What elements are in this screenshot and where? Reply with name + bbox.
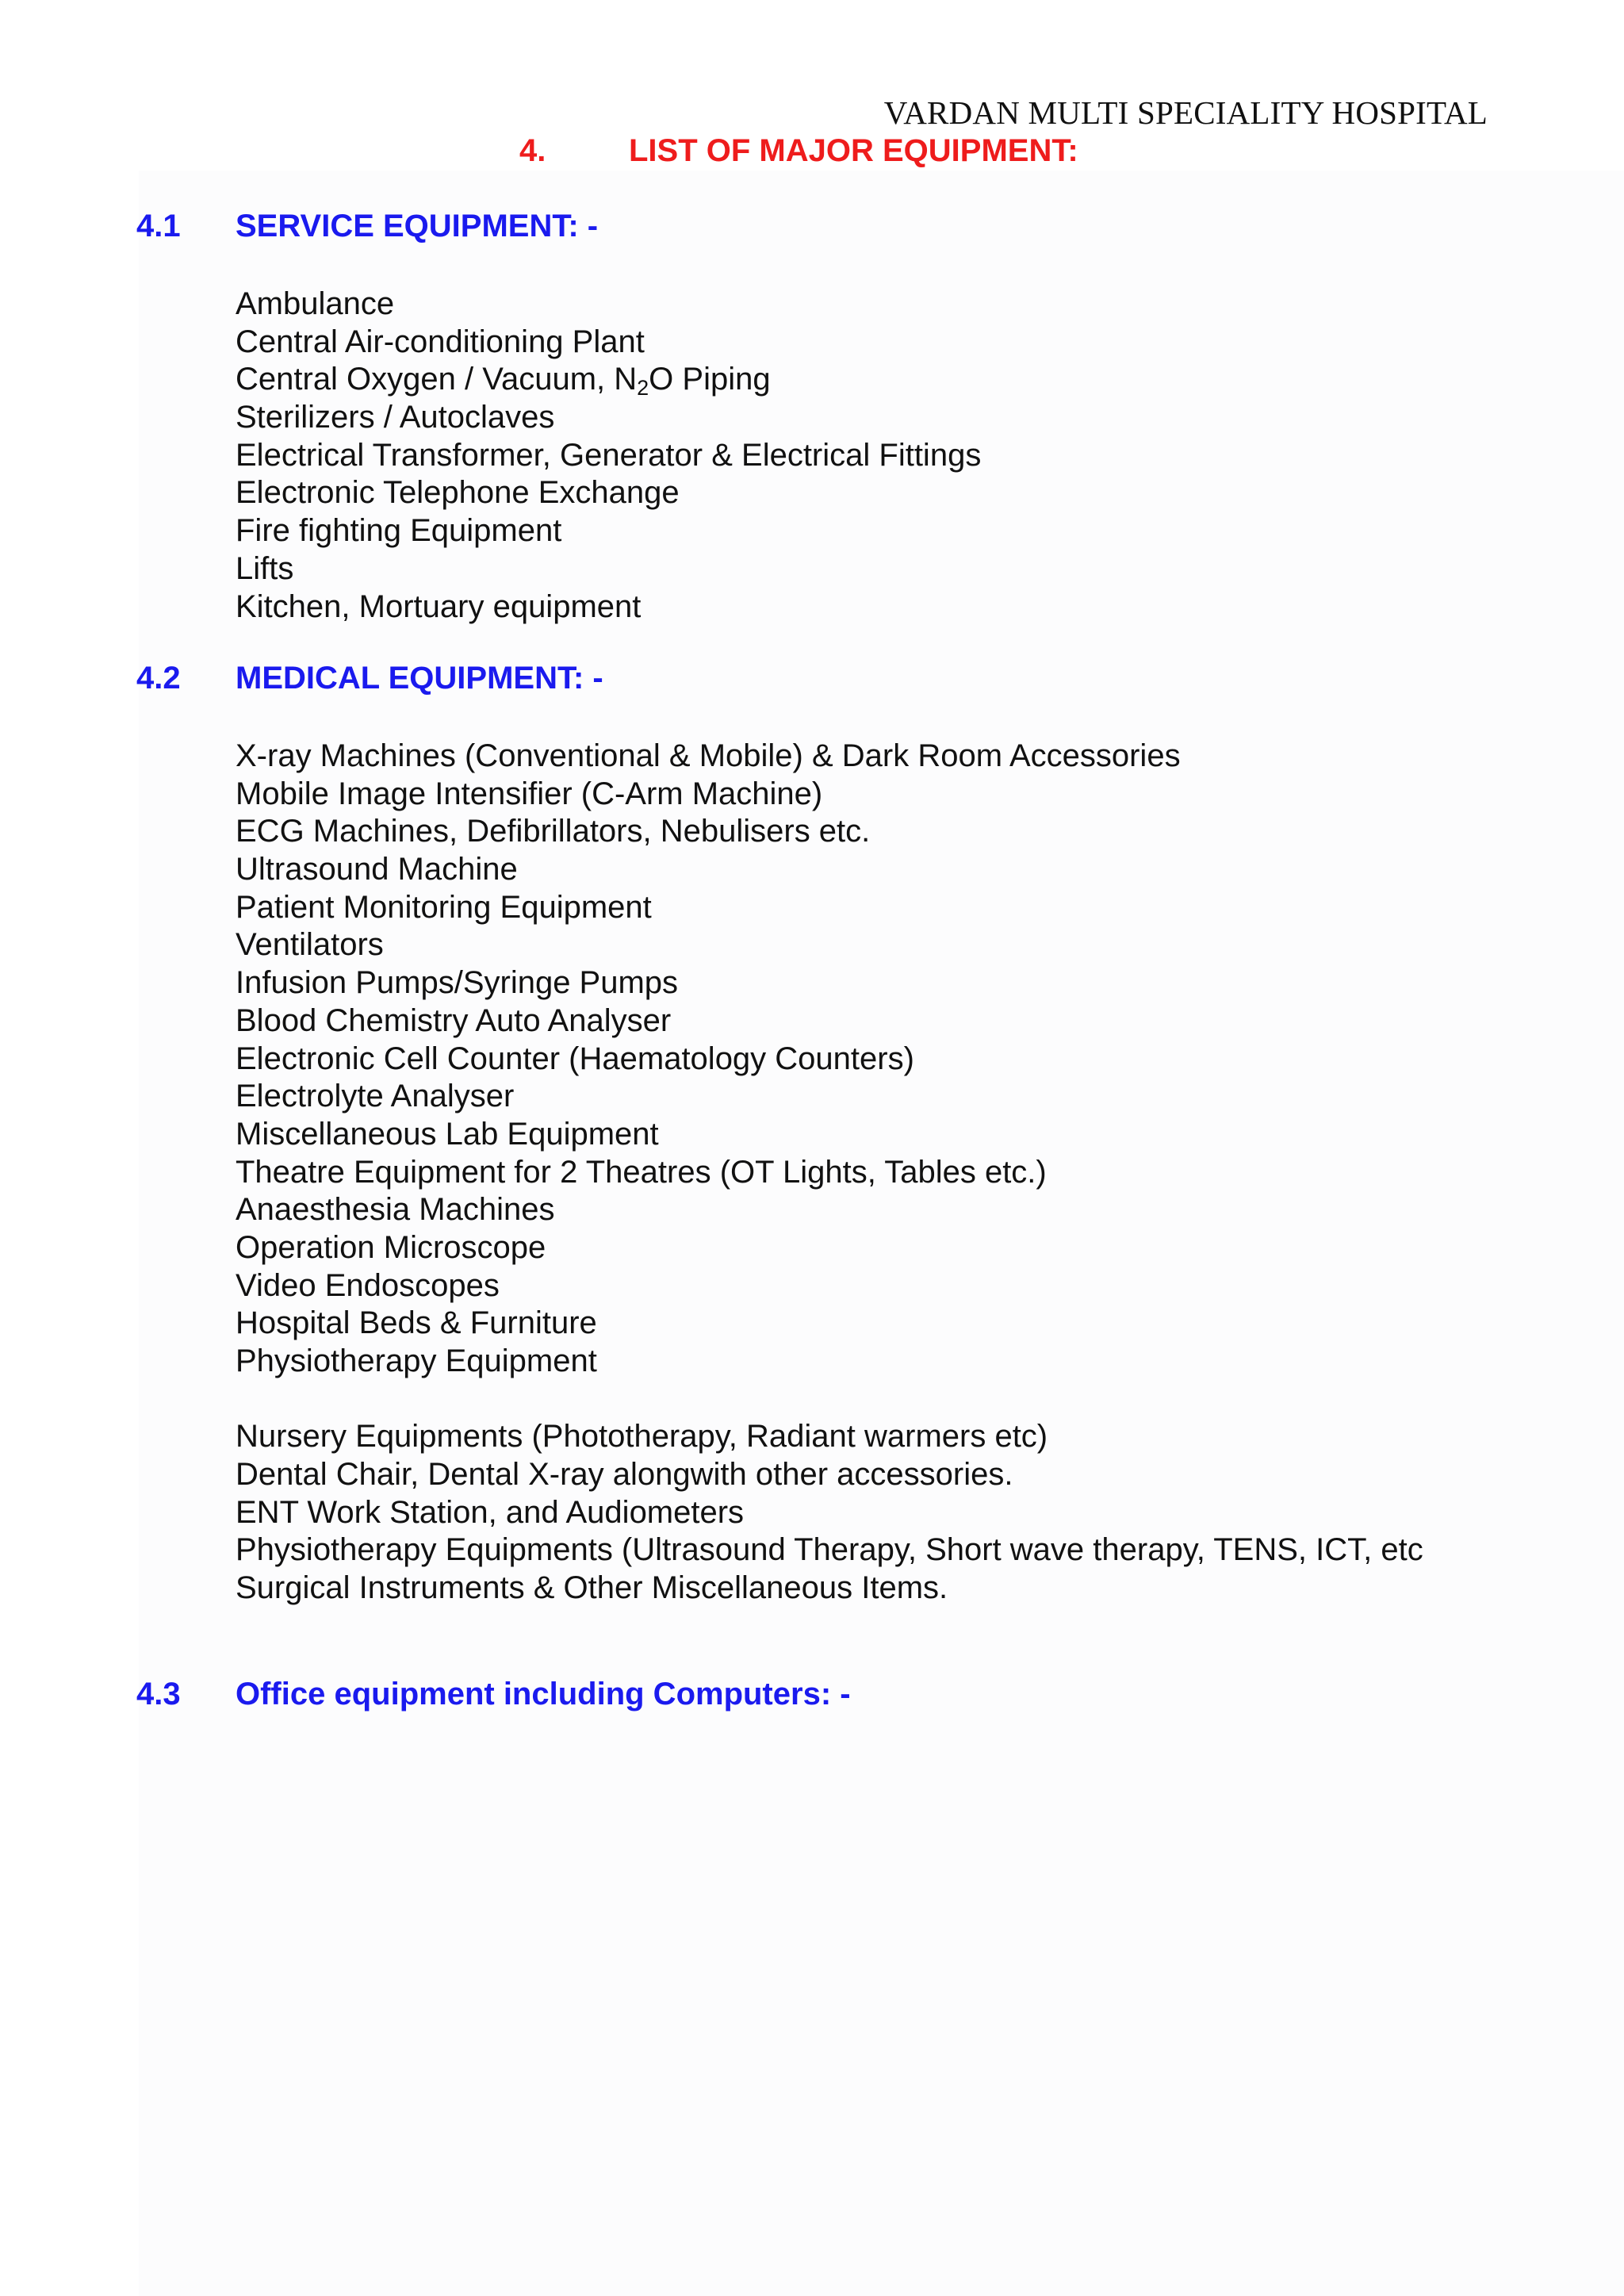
list-item: Operation Microscope [236, 1229, 546, 1265]
list-item: Theatre Equipment for 2 Theatres (OT Lights, Tables etc.) [236, 1154, 1047, 1190]
list-item: Sterilizers / Autoclaves [236, 400, 555, 435]
medical-equipment-list [236, 738, 1423, 1608]
list-item: Fire fighting Equipment [236, 513, 562, 549]
subscript-2: 2 [637, 376, 649, 401]
list-spacer [236, 1381, 1423, 1419]
list-item: Kitchen, Mortuary equipment [236, 588, 642, 624]
list-item: Video Endoscopes [236, 1267, 500, 1303]
list-item: Physiotherapy Equipments (Ultrasound Therapy, Short wave therapy, TENS, ICT, etc [236, 1532, 1423, 1568]
list-item: Miscellaneous Lab Equipment [236, 1116, 659, 1152]
list-item: Electrolyte Analyser [236, 1079, 515, 1114]
list-item: Anaesthesia Machines [236, 1192, 555, 1228]
list-item: Physiotherapy Equipment [236, 1343, 597, 1378]
section-title: MEDICAL EQUIPMENT: - [236, 661, 603, 696]
section-number: 4.1 [136, 209, 181, 243]
list-item: Lifts [236, 550, 294, 586]
list-item-oxygen-piping [236, 361, 981, 399]
list-item: ECG Machines, Defibrillators, Nebulisers etc. [236, 814, 871, 849]
list-item: Dental Chair, Dental X-ray alongwith other accessories. [236, 1457, 1013, 1493]
section-number: 4.2 [136, 661, 181, 696]
running-header: VARDAN MULTI SPECIALITY HOSPITAL [883, 94, 1488, 131]
list-item: X-ray Machines (Conventional & Mobile) & Dark Room Accessories [236, 738, 1181, 773]
service-equipment-list [236, 286, 981, 626]
list-item: Ventilators [236, 927, 384, 963]
list-item: Infusion Pumps/Syringe Pumps [236, 965, 679, 1001]
list-item: Nursery Equipments (Phototherapy, Radiant warmers etc) [236, 1419, 1048, 1455]
list-item: Patient Monitoring Equipment [236, 889, 652, 925]
list-item: Blood Chemistry Auto Analyser [236, 1002, 672, 1038]
list-item: Ultrasound Machine [236, 852, 518, 887]
section-title: SERVICE EQUIPMENT: - [236, 209, 599, 243]
chapter-number: 4. [519, 133, 546, 168]
list-item: Mobile Image Intensifier (C-Arm Machine) [236, 776, 823, 811]
list-item: Electronic Cell Counter (Haematology Counters) [236, 1041, 914, 1076]
section-number: 4.3 [136, 1677, 181, 1711]
list-item: Surgical Instruments & Other Miscellaneous Items. [236, 1570, 948, 1606]
list-item: Electrical Transformer, Generator & Electrical Fittings [236, 437, 982, 473]
list-item-text: Central Oxygen / Vacuum, N [236, 362, 638, 397]
list-item: Central Air-conditioning Plant [236, 324, 645, 359]
chapter-title: LIST OF MAJOR EQUIPMENT: [629, 133, 1078, 168]
section-title: Office equipment including Computers: - [236, 1677, 851, 1711]
list-item: Ambulance [236, 286, 395, 321]
list-item-text: O Piping [649, 362, 771, 397]
list-item: ENT Work Station, and Audiometers [236, 1494, 745, 1530]
list-item: Hospital Beds & Furniture [236, 1305, 597, 1341]
list-item: Electronic Telephone Exchange [236, 475, 680, 511]
